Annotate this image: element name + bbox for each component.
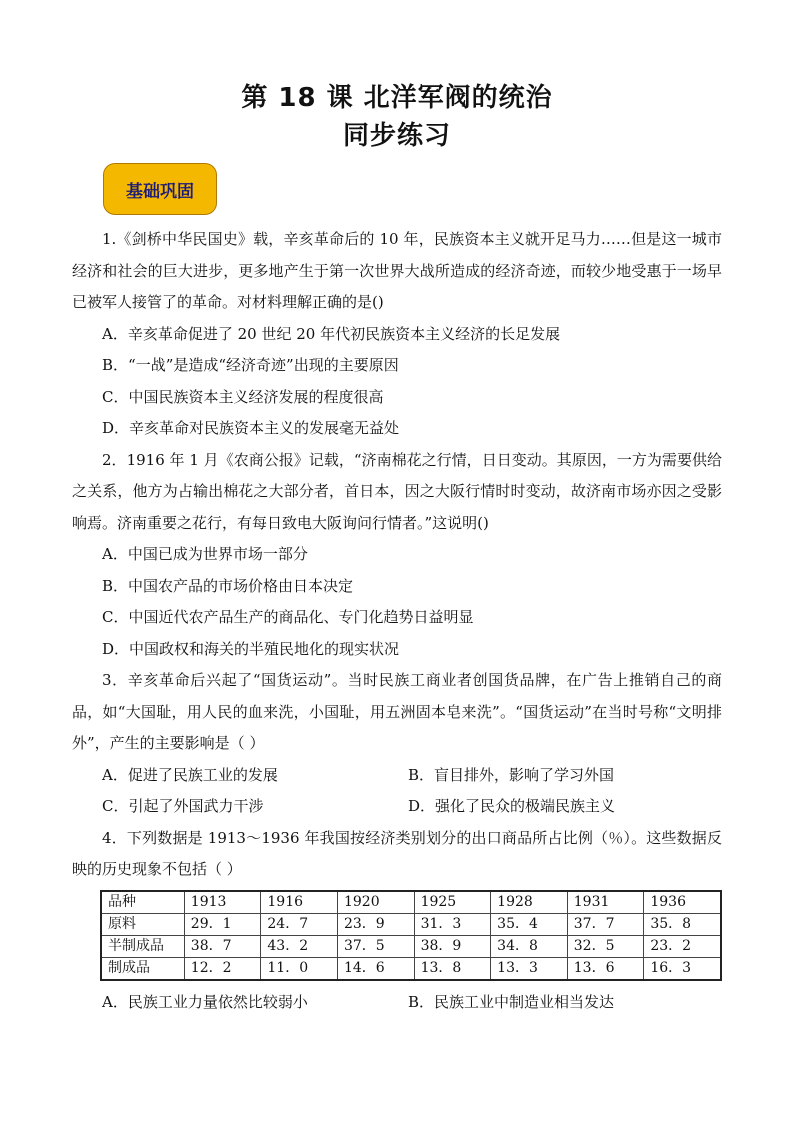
table-header-cell: 1931 (567, 891, 644, 914)
table-cell: 原料 (101, 913, 184, 935)
table-cell: 34．8 (491, 935, 568, 957)
question-3-option-c: C．引起了外国武力干涉 (102, 797, 264, 815)
table-cell: 37．5 (337, 935, 414, 957)
table-cell: 29．1 (184, 913, 261, 935)
question-3-option-a: A．促进了民族工业的发展 (102, 765, 278, 784)
table-cell: 12．2 (184, 957, 261, 980)
table-cell: 35．8 (644, 913, 721, 935)
question-3-options-row-1 (72, 760, 722, 792)
question-2-option-c: C．中国近代农产品生产的商品化、专门化趋势日益明显 (102, 608, 474, 626)
table-cell: 13．8 (414, 957, 491, 980)
section-badge (103, 163, 217, 215)
question-2-option-a: A．中国已成为世界市场一部分 (102, 545, 308, 563)
table-header-cell: 1928 (491, 891, 568, 914)
table-cell: 23．9 (337, 913, 414, 935)
table-cell: 16．3 (644, 957, 721, 980)
question-4-option-a: A．民族工业力量依然比较弱小 (102, 992, 308, 1011)
section-badge-label: 基础巩固 (126, 181, 194, 202)
table-row (101, 913, 721, 935)
table-header-cell: 1913 (184, 891, 261, 914)
question-4-options-row-1 (72, 987, 722, 1019)
table-header-cell: 1925 (414, 891, 491, 914)
table-header-cell: 1920 (337, 891, 414, 914)
table-header-cell: 1936 (644, 891, 721, 914)
page-subtitle: 同步练习 (342, 121, 451, 151)
table-cell: 11．0 (261, 957, 338, 980)
table-header-row (101, 891, 721, 914)
table-cell: 23．2 (644, 935, 721, 957)
table-cell: 13．3 (491, 957, 568, 980)
table-cell: 31．3 (414, 913, 491, 935)
question-2-stem: 2．1916 年 1 月《农商公报》记载，“济南棉花之行情，日日变动。其原因，一方为需要供给之关系，他方为占输出棉花之大部分者，首日本，因之大阪行情时时变动，故济南市场亦因之受影响焉。济南重要之花行，有每日致电大阪询问行情者。”这说明() (72, 450, 722, 532)
table-cell: 35．4 (491, 913, 568, 935)
question-1-option-c: C．中国民族资本主义经济发展的程度很高 (102, 387, 384, 406)
question-4-option-b: B．民族工业中制造业相当发达 (408, 992, 615, 1011)
question-3-option-b: B．盲目排外，影响了学习外国 (408, 765, 615, 784)
table-row (101, 957, 721, 980)
table-row (101, 935, 721, 957)
page-title: 第 18 课 北洋军阀的统治 (241, 83, 553, 113)
table-cell: 24．7 (261, 913, 338, 935)
question-3-stem: 3．辛亥革命后兴起了“国货运动”。当时民族工商业者创国货品牌，在广告上推销自己的商品，如“大国耻，用人民的血来洗，小国耻，用五洲固本皂来洗”。“国货运动”在当时号称“文明排外”，产生的主要影响是（ ） (72, 671, 722, 752)
table-cell: 半制成品 (101, 935, 184, 957)
question-3-option-d: D．强化了民众的极端民族主义 (408, 797, 616, 815)
export-ratio-table (100, 890, 722, 981)
table-header-cell: 品种 (101, 891, 184, 914)
question-3-options-row-2 (72, 791, 722, 823)
table-cell: 43．2 (261, 935, 338, 957)
question-1-option-d: D．辛亥革命对民族资本主义的发展毫无益处 (102, 419, 400, 437)
table-cell: 14．6 (337, 957, 414, 980)
table-cell: 38．7 (184, 935, 261, 957)
table-cell: 37．7 (567, 913, 644, 935)
question-2-option-d: D．中国政权和海关的半殖民地化的现实状况 (102, 639, 400, 658)
question-1-stem: 1.《剑桥中华民国史》载，辛亥革命后的 10 年，民族资本主义就开足马力……但是这一城市经济和社会的巨大进步，更多地产生于第一次世界大战所造成的经济奇迹，而较少地受惠于一场早已被军人接管了的革命。对材料理解正确的是() (72, 230, 722, 311)
table-cell: 制成品 (101, 957, 184, 980)
question-2-option-b: B．中国农产品的市场价格由日本决定 (102, 576, 354, 595)
table-cell: 32．5 (567, 935, 644, 957)
table-header-cell: 1916 (261, 891, 338, 914)
question-4-stem: 4．下列数据是 1913～1936 年我国按经济类别划分的出口商品所占比例（％）。这些数据反映的历史现象不包括（ ） (72, 828, 722, 878)
table-cell: 13．6 (567, 957, 644, 980)
question-1-option-b: B．“一战”是造成“经济奇迹”出现的主要原因 (102, 356, 399, 374)
question-1-option-a: A．辛亥革命促进了 20 世纪 20 年代初民族资本主义经济的长足发展 (102, 324, 561, 343)
question-list (72, 224, 722, 1018)
table-cell: 38．9 (414, 935, 491, 957)
